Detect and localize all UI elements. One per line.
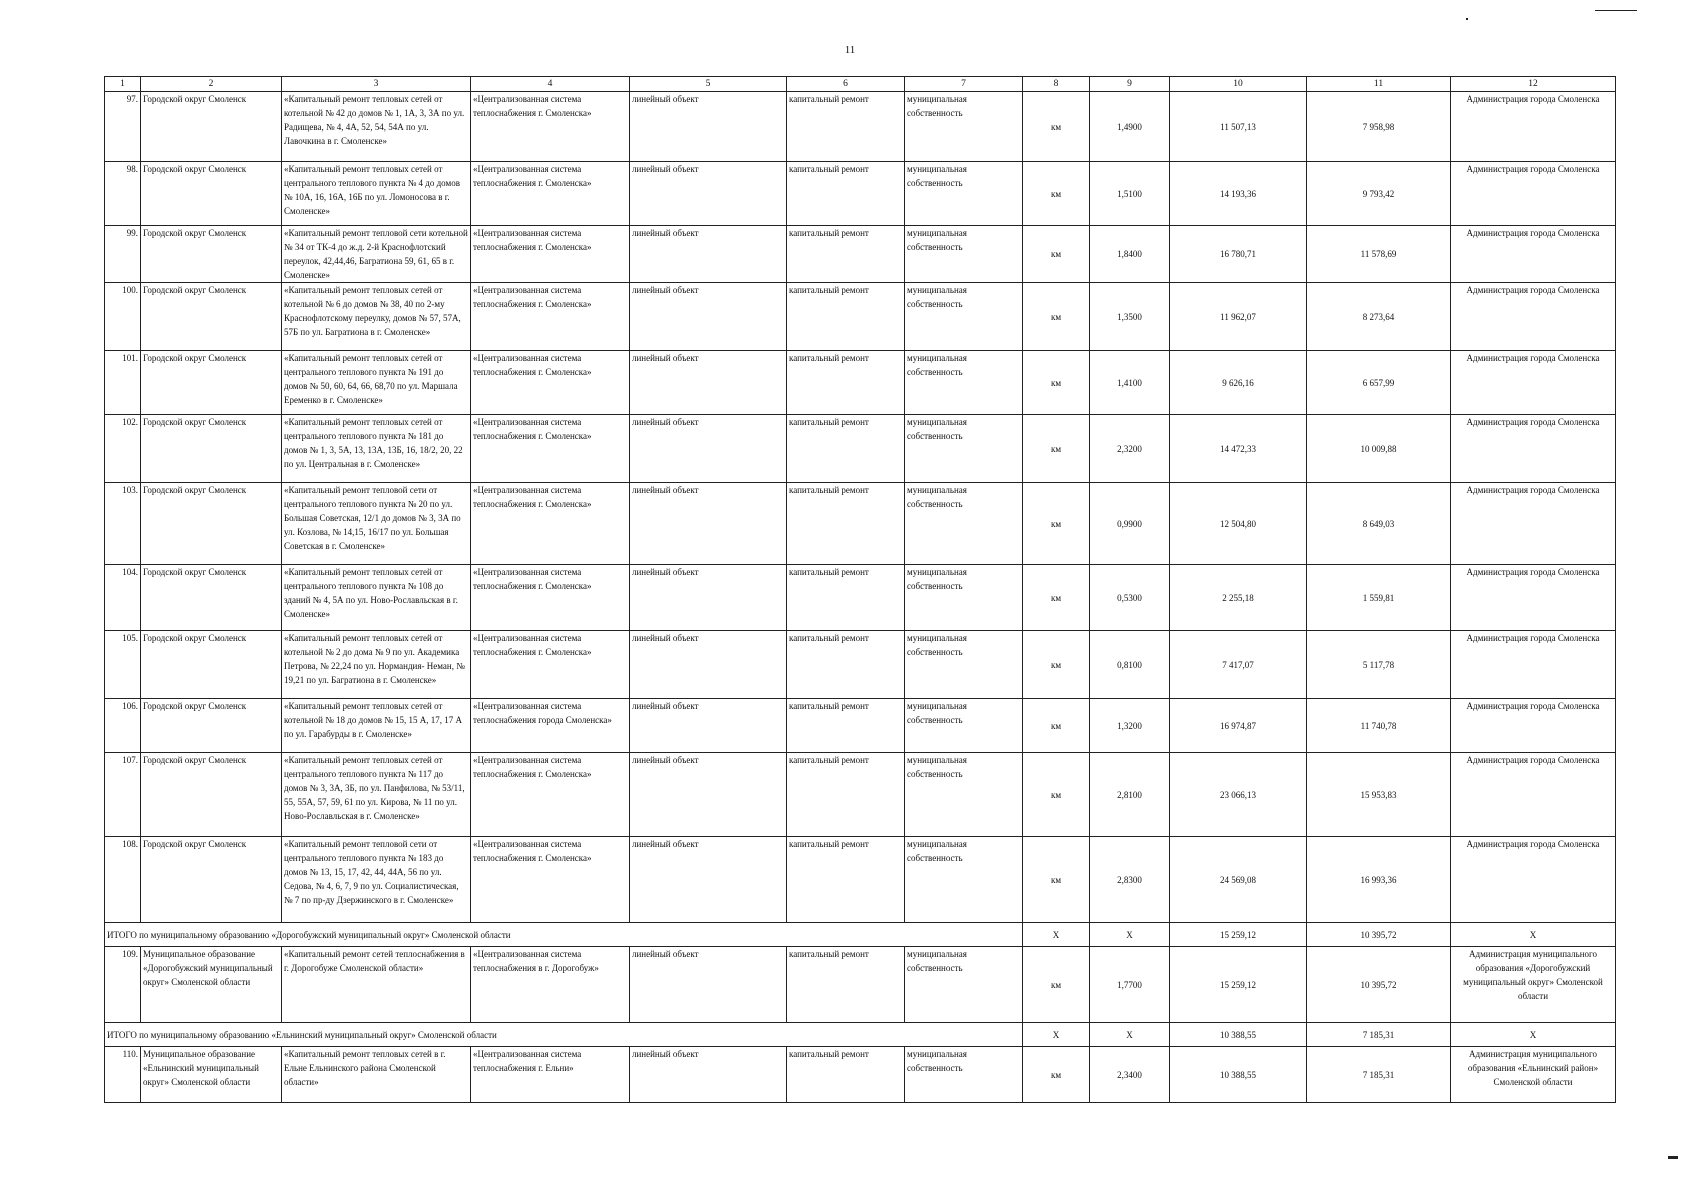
unit-cell: км — [1023, 565, 1090, 631]
column-number: 6 — [787, 77, 905, 92]
cost-total-cell: 14 193,36 — [1170, 162, 1307, 226]
cost-total-cell: 11 507,13 — [1170, 92, 1307, 162]
system-cell: «Централизованная система теплоснабжения г. Смоленска» — [471, 226, 630, 283]
cost-total-cell: 12 504,80 — [1170, 483, 1307, 565]
work-type-cell: капитальный ремонт — [787, 351, 905, 415]
ownership-cell: муниципальная собственность — [905, 351, 1023, 415]
responsible-cell: Администрация муниципального образования «Ельнинский район» Смоленской области — [1451, 1047, 1616, 1103]
cost-total-cell: 9 626,16 — [1170, 351, 1307, 415]
total-unit-placeholder: Х — [1023, 923, 1090, 947]
table-row — [105, 162, 1616, 226]
length-cell: 0,8100 — [1090, 631, 1170, 699]
column-number: 10 — [1170, 77, 1307, 92]
work-type-cell: капитальный ремонт — [787, 837, 905, 923]
row-number: 103. — [105, 483, 141, 565]
table-row — [105, 631, 1616, 699]
responsible-cell: Администрация города Смоленска — [1451, 92, 1616, 162]
description-cell: «Капитальный ремонт тепловых сетей от центрального теплового пункта № 117 до домов № 3, 3А, 3Б, по ул. Панфилова, № 53/11, 55, 55А, 57, 59, 61 по ул. Кирова, № 11 по ул. Ново-Рославльская в г. Смоленске» — [282, 753, 471, 837]
object-type-cell: линейный объект — [630, 92, 787, 162]
cost-total-cell: 2 255,18 — [1170, 565, 1307, 631]
cost-part-cell: 8 273,64 — [1307, 283, 1451, 351]
system-cell: «Централизованная система теплоснабжения г. Смоленска» — [471, 837, 630, 923]
ownership-cell: муниципальная собственность — [905, 415, 1023, 483]
municipality-cell: Городской округ Смоленск — [141, 565, 282, 631]
ownership-cell: муниципальная собственность — [905, 947, 1023, 1023]
total-row — [105, 1023, 1616, 1047]
column-number-row — [105, 77, 1616, 92]
unit-cell: км — [1023, 226, 1090, 283]
total-cost-part: 7 185,31 — [1307, 1023, 1451, 1047]
description-cell: «Капитальный ремонт тепловых сетей от котельной № 6 до домов № 38, 40 по 2-му Краснофлотскому переулку, домов № 57, 57А, 57Б по ул. Багратиона в г. Смоленске» — [282, 283, 471, 351]
object-type-cell: линейный объект — [630, 837, 787, 923]
work-type-cell: капитальный ремонт — [787, 226, 905, 283]
row-number: 109. — [105, 947, 141, 1023]
table-row — [105, 483, 1616, 565]
cost-total-cell: 7 417,07 — [1170, 631, 1307, 699]
column-number: 7 — [905, 77, 1023, 92]
responsible-cell: Администрация города Смоленска — [1451, 631, 1616, 699]
cost-part-cell: 10 009,88 — [1307, 415, 1451, 483]
responsible-cell: Администрация города Смоленска — [1451, 837, 1616, 923]
system-cell: «Централизованная система теплоснабжения в г. Дорогобуж» — [471, 947, 630, 1023]
length-cell: 2,8100 — [1090, 753, 1170, 837]
description-cell: «Капитальный ремонт сетей теплоснабжения в г. Дорогобуже Смоленской области» — [282, 947, 471, 1023]
page-number: 11 — [844, 44, 856, 56]
municipality-cell: Городской округ Смоленск — [141, 753, 282, 837]
total-length-placeholder: Х — [1090, 923, 1170, 947]
unit-cell: км — [1023, 631, 1090, 699]
municipality-cell: Городской округ Смоленск — [141, 226, 282, 283]
length-cell: 1,4900 — [1090, 92, 1170, 162]
cost-part-cell: 8 649,03 — [1307, 483, 1451, 565]
cost-part-cell: 1 559,81 — [1307, 565, 1451, 631]
system-cell: «Централизованная система теплоснабжения г. Смоленска» — [471, 162, 630, 226]
top-rule — [1595, 10, 1637, 11]
work-type-cell: капитальный ремонт — [787, 1047, 905, 1103]
cost-part-cell: 15 953,83 — [1307, 753, 1451, 837]
table-row — [105, 565, 1616, 631]
ownership-cell: муниципальная собственность — [905, 565, 1023, 631]
length-cell: 2,8300 — [1090, 837, 1170, 923]
description-cell: «Капитальный ремонт тепловой сети от центрального теплового пункта № 183 до домов № 13, 15, 17, 42, 44, 44А, 56 по ул. Седова, № 4, 6, 7, 9 по ул. Социалистическая, № 7 по пр-ду Дзержинского в г. Смоленске» — [282, 837, 471, 923]
ownership-cell: муниципальная собственность — [905, 753, 1023, 837]
cost-total-cell: 23 066,13 — [1170, 753, 1307, 837]
description-cell: «Капитальный ремонт тепловых сетей в г. Ельне Ельнинского района Смоленской области» — [282, 1047, 471, 1103]
description-cell: «Капитальный ремонт тепловой сети от центрального теплового пункта № 20 по ул. Большая Советская, 12/1 до домов № 3, 3А по ул. Козлова, № 14,15, 16/17 по ул. Большая Советская в г. Смоленске» — [282, 483, 471, 565]
municipality-cell: Городской округ Смоленск — [141, 837, 282, 923]
column-number: 8 — [1023, 77, 1090, 92]
column-number: 11 — [1307, 77, 1451, 92]
work-type-cell: капитальный ремонт — [787, 947, 905, 1023]
register-table — [104, 76, 1616, 1103]
unit-cell: км — [1023, 162, 1090, 226]
total-unit-placeholder: Х — [1023, 1023, 1090, 1047]
cost-part-cell: 9 793,42 — [1307, 162, 1451, 226]
municipality-cell: Городской округ Смоленск — [141, 631, 282, 699]
responsible-cell: Администрация города Смоленска — [1451, 415, 1616, 483]
unit-cell: км — [1023, 92, 1090, 162]
work-type-cell: капитальный ремонт — [787, 565, 905, 631]
work-type-cell: капитальный ремонт — [787, 92, 905, 162]
unit-cell: км — [1023, 483, 1090, 565]
table-row — [105, 283, 1616, 351]
object-type-cell: линейный объект — [630, 415, 787, 483]
unit-cell: км — [1023, 753, 1090, 837]
system-cell: «Централизованная система теплоснабжения г. Смоленска» — [471, 283, 630, 351]
municipality-cell: Городской округ Смоленск — [141, 351, 282, 415]
system-cell: «Централизованная система теплоснабжения г. Ельни» — [471, 1047, 630, 1103]
ownership-cell: муниципальная собственность — [905, 631, 1023, 699]
row-number: 104. — [105, 565, 141, 631]
cost-part-cell: 11 578,69 — [1307, 226, 1451, 283]
cost-part-cell: 11 740,78 — [1307, 699, 1451, 753]
system-cell: «Централизованная система теплоснабжения г. Смоленска» — [471, 415, 630, 483]
description-cell: «Капитальный ремонт тепловых сетей от центрального теплового пункта № 108 до зданий № 4, 5А по ул. Ново-Рославльская в г. Смоленске» — [282, 565, 471, 631]
length-cell: 1,5100 — [1090, 162, 1170, 226]
ownership-cell: муниципальная собственность — [905, 162, 1023, 226]
column-number: 3 — [282, 77, 471, 92]
row-number: 97. — [105, 92, 141, 162]
table-row — [105, 947, 1616, 1023]
row-number: 105. — [105, 631, 141, 699]
municipality-cell: Городской округ Смоленск — [141, 699, 282, 753]
row-number: 107. — [105, 753, 141, 837]
total-cost: 15 259,12 — [1170, 923, 1307, 947]
row-number: 100. — [105, 283, 141, 351]
cost-total-cell: 24 569,08 — [1170, 837, 1307, 923]
column-number: 9 — [1090, 77, 1170, 92]
row-number: 101. — [105, 351, 141, 415]
description-cell: «Капитальный ремонт тепловых сетей от котельной № 42 до домов № 1, 1А, 3, 3А по ул. Радищева, № 4, 4А, 52, 54, 54А по ул. Лавочкина в г. Смоленске» — [282, 92, 471, 162]
work-type-cell: капитальный ремонт — [787, 483, 905, 565]
municipality-cell: Городской округ Смоленск — [141, 283, 282, 351]
table-row — [105, 415, 1616, 483]
cost-part-cell: 5 117,78 — [1307, 631, 1451, 699]
total-label: ИТОГО по муниципальному образованию «Ельнинский муниципальный округ» Смоленской области — [105, 1023, 1023, 1047]
municipality-cell: Городской округ Смоленск — [141, 162, 282, 226]
cost-part-cell: 7 958,98 — [1307, 92, 1451, 162]
total-cost-part: 10 395,72 — [1307, 923, 1451, 947]
object-type-cell: линейный объект — [630, 699, 787, 753]
object-type-cell: линейный объект — [630, 565, 787, 631]
responsible-cell: Администрация города Смоленска — [1451, 753, 1616, 837]
ownership-cell: муниципальная собственность — [905, 92, 1023, 162]
municipality-cell: Муниципальное образование «Дорогобужский муниципальный округ» Смоленской области — [141, 947, 282, 1023]
column-number: 2 — [141, 77, 282, 92]
object-type-cell: линейный объект — [630, 631, 787, 699]
scan-dot — [1466, 18, 1468, 20]
description-cell: «Капитальный ремонт тепловой сети котельной № 34 от ТК-4 до ж.д. 2-й Краснофлотский переулок, 42,44,46, Багратиона 59, 61, 65 в г. Смоленске» — [282, 226, 471, 283]
object-type-cell: линейный объект — [630, 162, 787, 226]
municipality-cell: Муниципальное образование «Ельнинский муниципальный округ» Смоленской области — [141, 1047, 282, 1103]
cost-part-cell: 10 395,72 — [1307, 947, 1451, 1023]
row-number: 102. — [105, 415, 141, 483]
length-cell: 1,7700 — [1090, 947, 1170, 1023]
system-cell: «Централизованная система теплоснабжения города Смоленска» — [471, 699, 630, 753]
responsible-cell: Администрация города Смоленска — [1451, 483, 1616, 565]
ownership-cell: муниципальная собственность — [905, 226, 1023, 283]
object-type-cell: линейный объект — [630, 753, 787, 837]
unit-cell: км — [1023, 415, 1090, 483]
unit-cell: км — [1023, 351, 1090, 415]
object-type-cell: линейный объект — [630, 283, 787, 351]
ownership-cell: муниципальная собственность — [905, 283, 1023, 351]
municipality-cell: Городской округ Смоленск — [141, 415, 282, 483]
responsible-cell: Администрация города Смоленска — [1451, 699, 1616, 753]
object-type-cell: линейный объект — [630, 947, 787, 1023]
system-cell: «Централизованная система теплоснабжения г. Смоленска» — [471, 351, 630, 415]
length-cell: 1,3500 — [1090, 283, 1170, 351]
cost-total-cell: 11 962,07 — [1170, 283, 1307, 351]
system-cell: «Централизованная система теплоснабжения г. Смоленска» — [471, 483, 630, 565]
length-cell: 1,8400 — [1090, 226, 1170, 283]
description-cell: «Капитальный ремонт тепловых сетей от центрального теплового пункта № 4 до домов № 10А, 16, 16А, 16Б по ул. Ломоносова в г. Смоленске» — [282, 162, 471, 226]
length-cell: 1,3200 — [1090, 699, 1170, 753]
edge-mark — [1668, 1156, 1678, 1159]
cost-part-cell: 6 657,99 — [1307, 351, 1451, 415]
description-cell: «Капитальный ремонт тепловых сетей от центрального теплового пункта № 181 до домов № 1, 3, 5А, 13, 13А, 13Б, 16, 18/2, 20, 22 по ул. Центральная в г. Смоленске» — [282, 415, 471, 483]
work-type-cell: капитальный ремонт — [787, 162, 905, 226]
unit-cell: км — [1023, 1047, 1090, 1103]
total-responsible-placeholder: Х — [1451, 923, 1616, 947]
cost-part-cell: 16 993,36 — [1307, 837, 1451, 923]
object-type-cell: линейный объект — [630, 351, 787, 415]
table-row — [105, 226, 1616, 283]
municipality-cell: Городской округ Смоленск — [141, 483, 282, 565]
table-row — [105, 92, 1616, 162]
row-number: 106. — [105, 699, 141, 753]
work-type-cell: капитальный ремонт — [787, 631, 905, 699]
responsible-cell: Администрация города Смоленска — [1451, 162, 1616, 226]
object-type-cell: линейный объект — [630, 483, 787, 565]
cost-total-cell: 16 974,87 — [1170, 699, 1307, 753]
responsible-cell: Администрация города Смоленска — [1451, 226, 1616, 283]
object-type-cell: линейный объект — [630, 1047, 787, 1103]
table-row — [105, 753, 1616, 837]
responsible-cell: Администрация города Смоленска — [1451, 565, 1616, 631]
length-cell: 0,9900 — [1090, 483, 1170, 565]
unit-cell: км — [1023, 947, 1090, 1023]
column-number: 5 — [630, 77, 787, 92]
total-row — [105, 923, 1616, 947]
total-responsible-placeholder: Х — [1451, 1023, 1616, 1047]
length-cell: 1,4100 — [1090, 351, 1170, 415]
total-label: ИТОГО по муниципальному образованию «Дорогобужский муниципальный округ» Смоленской области — [105, 923, 1023, 947]
unit-cell: км — [1023, 699, 1090, 753]
ownership-cell: муниципальная собственность — [905, 837, 1023, 923]
system-cell: «Централизованная система теплоснабжения г. Смоленска» — [471, 753, 630, 837]
length-cell: 0,5300 — [1090, 565, 1170, 631]
table-row — [105, 1047, 1616, 1103]
ownership-cell: муниципальная собственность — [905, 699, 1023, 753]
work-type-cell: капитальный ремонт — [787, 283, 905, 351]
column-number: 12 — [1451, 77, 1616, 92]
work-type-cell: капитальный ремонт — [787, 753, 905, 837]
ownership-cell: муниципальная собственность — [905, 1047, 1023, 1103]
work-type-cell: капитальный ремонт — [787, 699, 905, 753]
ownership-cell: муниципальная собственность — [905, 483, 1023, 565]
cost-part-cell: 7 185,31 — [1307, 1047, 1451, 1103]
row-number: 98. — [105, 162, 141, 226]
table-row — [105, 837, 1616, 923]
table-row — [105, 351, 1616, 415]
description-cell: «Капитальный ремонт тепловых сетей от центрального теплового пункта № 191 до домов № 50, 60, 64, 66, 68,70 по ул. Маршала Еременко в г. Смоленске» — [282, 351, 471, 415]
description-cell: «Капитальный ремонт тепловых сетей от котельной № 18 до домов № 15, 15 А, 17, 17 А по ул. Гарабурды в г. Смоленске» — [282, 699, 471, 753]
responsible-cell: Администрация муниципального образования «Дорогобужский муниципальный округ» Смоленской области — [1451, 947, 1616, 1023]
row-number: 110. — [105, 1047, 141, 1103]
description-cell: «Капитальный ремонт тепловых сетей от котельной № 2 до дома № 9 по ул. Академика Петрова, № 22,24 по ул. Нормандия- Неман, № 19,21 по ул. Багратиона в г. Смоленске» — [282, 631, 471, 699]
cost-total-cell: 15 259,12 — [1170, 947, 1307, 1023]
system-cell: «Централизованная система теплоснабжения г. Смоленска» — [471, 631, 630, 699]
cost-total-cell: 16 780,71 — [1170, 226, 1307, 283]
length-cell: 2,3400 — [1090, 1047, 1170, 1103]
responsible-cell: Администрация города Смоленска — [1451, 351, 1616, 415]
row-number: 108. — [105, 837, 141, 923]
system-cell: «Централизованная система теплоснабжения г. Смоленска» — [471, 92, 630, 162]
column-number: 4 — [471, 77, 630, 92]
responsible-cell: Администрация города Смоленска — [1451, 283, 1616, 351]
work-type-cell: капитальный ремонт — [787, 415, 905, 483]
unit-cell: км — [1023, 837, 1090, 923]
object-type-cell: линейный объект — [630, 226, 787, 283]
municipality-cell: Городской округ Смоленск — [141, 92, 282, 162]
cost-total-cell: 14 472,33 — [1170, 415, 1307, 483]
total-cost: 10 388,55 — [1170, 1023, 1307, 1047]
table-row — [105, 699, 1616, 753]
cost-total-cell: 10 388,55 — [1170, 1047, 1307, 1103]
row-number: 99. — [105, 226, 141, 283]
total-length-placeholder: Х — [1090, 1023, 1170, 1047]
system-cell: «Централизованная система теплоснабжения г. Смоленска» — [471, 565, 630, 631]
column-number: 1 — [105, 77, 141, 92]
unit-cell: км — [1023, 283, 1090, 351]
length-cell: 2,3200 — [1090, 415, 1170, 483]
